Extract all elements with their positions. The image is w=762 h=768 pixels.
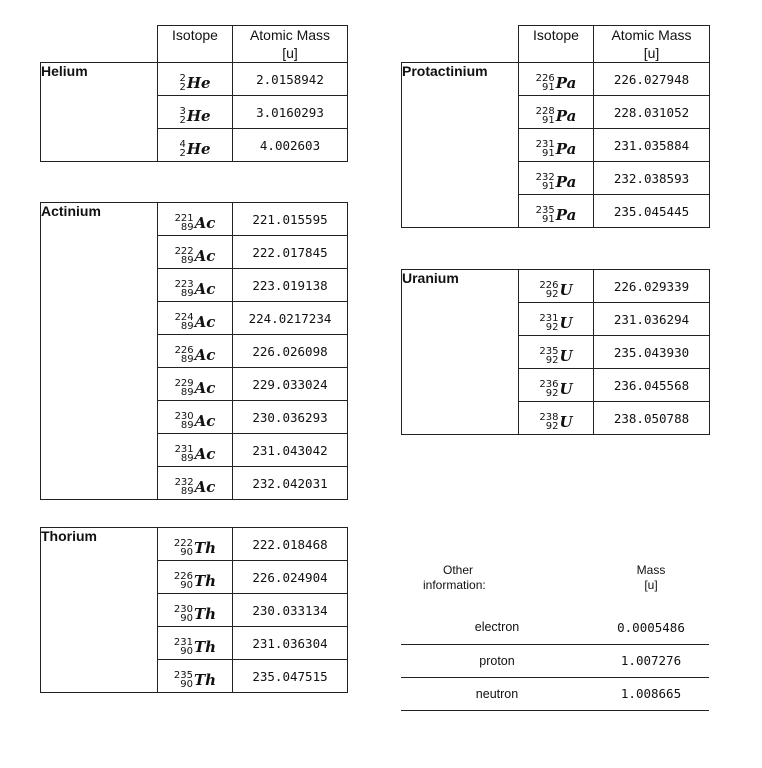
element-symbol: U [559, 412, 573, 431]
other-information-header: Other information: [423, 563, 486, 592]
other-header-row [401, 563, 709, 611]
element-symbol: Ac [194, 279, 216, 298]
atomic-mass-value: 229.033024 [233, 368, 348, 401]
atomic-number: 89 [180, 287, 194, 299]
isotope-symbol [158, 528, 233, 561]
particle-mass: 0.0005486 [593, 611, 709, 644]
atomic-mass-value: 222.018468 [233, 528, 348, 561]
atomic-number: 89 [180, 485, 194, 497]
atomic-mass-value: 238.050788 [594, 402, 710, 435]
element-symbol: Pa [555, 73, 577, 92]
mass-number: 224 [174, 311, 194, 323]
mass-number: 228 [535, 105, 555, 117]
nuclide-notation [179, 74, 210, 92]
isotope-symbol [158, 236, 233, 269]
uranium-table [401, 269, 710, 435]
atomic-number: 89 [180, 419, 194, 431]
nuclide-notation [174, 572, 216, 590]
other-information-table [401, 563, 709, 711]
element-symbol: He [186, 106, 211, 125]
nuclide-notation [179, 107, 210, 125]
nuclide-notation [536, 140, 577, 158]
isotope-symbol [158, 335, 233, 368]
particle-name: neutron [401, 677, 593, 710]
atomic-number: 92 [545, 288, 559, 300]
mass-number: 229 [174, 377, 194, 389]
atomic-number: 2 [179, 114, 186, 126]
element-symbol: He [186, 73, 211, 92]
atomic-mass-value: 226.029339 [594, 270, 710, 303]
other-information-block [401, 563, 709, 711]
mass-number: 3 [179, 105, 186, 117]
header-row [402, 26, 710, 63]
mass-number: 235 [173, 669, 193, 681]
atomic-number: 2 [179, 147, 186, 159]
isotope-symbol [158, 467, 233, 500]
nuclide-notation [174, 671, 216, 689]
atomic-mass-value: 224.0217234 [233, 302, 348, 335]
isotope-header: Isotope [519, 26, 594, 63]
atomic-number: 92 [545, 420, 559, 432]
element-symbol: Ac [194, 477, 216, 496]
atomic-mass-header: Atomic Mass [u] [594, 26, 710, 63]
mass-number: 231 [173, 636, 193, 648]
mass-number: 222 [173, 537, 193, 549]
nuclide-notation [539, 380, 572, 398]
isotope-row [402, 270, 710, 303]
isotope-symbol [519, 336, 594, 369]
atomic-number: 92 [545, 387, 559, 399]
isotope-symbol [158, 269, 233, 302]
isotope-symbol [519, 303, 594, 336]
atomic-mass-value: 235.045445 [594, 195, 710, 228]
other-row [401, 611, 709, 644]
thorium-table [40, 527, 348, 693]
mass-number: 235 [535, 204, 555, 216]
nuclide-notation [536, 74, 577, 92]
element-symbol: He [186, 139, 211, 158]
atomic-mass-value: 230.036293 [233, 401, 348, 434]
element-name: Uranium [402, 270, 519, 435]
nuclide-notation [539, 281, 572, 299]
mass-number: 226 [539, 279, 559, 291]
protactinium-block [401, 25, 710, 228]
nuclide-notation [179, 140, 210, 158]
nuclide-notation [174, 605, 216, 623]
actinium-table [40, 202, 348, 500]
nuclide-notation [539, 314, 572, 332]
nuclide-notation [536, 206, 577, 224]
atomic-number: 89 [180, 320, 194, 332]
element-symbol: U [559, 280, 573, 299]
isotope-symbol [158, 561, 233, 594]
particle-name: proton [401, 644, 593, 677]
atomic-mass-header: Atomic Mass [u] [233, 26, 348, 63]
nuclide-notation [175, 247, 216, 265]
element-symbol: Ac [194, 378, 216, 397]
header-row [41, 26, 348, 63]
nuclide-notation [175, 478, 216, 496]
particle-name: electron [401, 611, 593, 644]
other-row [401, 644, 709, 677]
element-symbol: Th [194, 571, 217, 590]
mass-number: 2 [179, 72, 186, 84]
atomic-number: 2 [179, 81, 186, 93]
atomic-number: 89 [180, 254, 194, 266]
atomic-mass-value: 230.033134 [233, 594, 348, 627]
protactinium-table [401, 25, 710, 228]
element-symbol: Pa [555, 205, 577, 224]
nuclide-notation [175, 412, 216, 430]
atomic-number: 89 [180, 221, 194, 233]
element-name: Helium [41, 63, 158, 162]
isotope-symbol [519, 402, 594, 435]
mass-number: 223 [174, 278, 194, 290]
isotope-row [41, 63, 348, 96]
element-symbol: U [559, 313, 573, 332]
atomic-mass-value: 232.038593 [594, 162, 710, 195]
mass-number: 226 [173, 570, 193, 582]
uranium-block [401, 269, 710, 435]
element-symbol: Th [194, 637, 217, 656]
element-symbol: Pa [555, 172, 577, 191]
atomic-number: 90 [180, 645, 193, 657]
atomic-number: 91 [542, 213, 555, 225]
atomic-number: 89 [180, 353, 194, 365]
nuclide-notation [175, 379, 216, 397]
isotope-row [41, 203, 348, 236]
helium-table [40, 25, 348, 162]
nuclide-notation [539, 413, 572, 431]
atomic-mass-value: 236.045568 [594, 369, 710, 402]
nuclide-notation [175, 214, 216, 232]
element-symbol: Ac [194, 345, 216, 364]
atomic-number: 90 [180, 546, 193, 558]
atomic-mass-value: 232.042031 [233, 467, 348, 500]
element-symbol: Ac [194, 213, 216, 232]
isotope-symbol [158, 96, 233, 129]
element-symbol: Th [194, 538, 217, 557]
atomic-number: 90 [180, 579, 193, 591]
atomic-mass-value: 228.031052 [594, 96, 710, 129]
atomic-mass-value: 231.036304 [233, 627, 348, 660]
element-name: Protactinium [402, 63, 519, 228]
atomic-mass-value: 222.017845 [233, 236, 348, 269]
element-symbol: Ac [194, 444, 216, 463]
element-symbol: Pa [555, 106, 577, 125]
element-symbol: Th [194, 604, 217, 623]
atomic-mass-value: 231.043042 [233, 434, 348, 467]
element-symbol: Pa [555, 139, 577, 158]
nuclide-notation [175, 313, 216, 331]
isotope-symbol [158, 401, 233, 434]
atomic-mass-value: 235.047515 [233, 660, 348, 693]
particle-mass: 1.007276 [593, 644, 709, 677]
nuclide-notation [175, 280, 216, 298]
atomic-number: 89 [180, 386, 194, 398]
nuclide-notation [174, 539, 216, 557]
atomic-mass-value: 3.0160293 [233, 96, 348, 129]
isotope-row [402, 63, 710, 96]
mass-number: 231 [535, 138, 555, 150]
mass-number: 235 [539, 345, 559, 357]
isotope-symbol [158, 203, 233, 236]
nuclide-notation [539, 347, 572, 365]
isotope-symbol [519, 63, 594, 96]
mass-number: 232 [174, 476, 194, 488]
atomic-mass-value: 231.035884 [594, 129, 710, 162]
mass-number: 222 [174, 245, 194, 257]
atomic-mass-value: 2.0158942 [233, 63, 348, 96]
mass-number: 236 [539, 378, 559, 390]
mass-number: 4 [179, 138, 186, 150]
mass-number: 230 [174, 410, 194, 422]
element-name: Thorium [41, 528, 158, 693]
mass-header: Mass [u] [636, 563, 666, 592]
atomic-number: 89 [180, 452, 194, 464]
mass-number: 230 [173, 603, 193, 615]
atomic-mass-value: 221.015595 [233, 203, 348, 236]
mass-number: 221 [174, 212, 194, 224]
mass-number: 226 [174, 344, 194, 356]
element-name: Actinium [41, 203, 158, 500]
nuclide-notation [174, 638, 216, 656]
isotope-header: Isotope [158, 26, 233, 63]
thorium-block [40, 527, 348, 693]
nuclide-notation [536, 173, 577, 191]
mass-number: 232 [535, 171, 555, 183]
nuclide-notation [175, 346, 216, 364]
actinium-block [40, 202, 348, 500]
element-symbol: U [559, 379, 573, 398]
isotope-symbol [519, 270, 594, 303]
isotope-row [41, 528, 348, 561]
atomic-mass-value: 223.019138 [233, 269, 348, 302]
atomic-number: 92 [545, 354, 559, 366]
atomic-number: 90 [180, 612, 193, 624]
atomic-number: 90 [180, 678, 193, 690]
isotope-symbol [519, 96, 594, 129]
isotope-symbol [158, 594, 233, 627]
isotope-symbol [158, 434, 233, 467]
atomic-mass-value: 226.026098 [233, 335, 348, 368]
isotope-symbol [158, 302, 233, 335]
mass-number: 231 [174, 443, 194, 455]
element-symbol: Ac [194, 411, 216, 430]
particle-mass: 1.008665 [593, 677, 709, 710]
atomic-number: 91 [542, 114, 555, 126]
atomic-number: 92 [545, 321, 559, 333]
isotope-symbol [158, 129, 233, 162]
isotope-symbol [519, 129, 594, 162]
atomic-mass-value: 235.043930 [594, 336, 710, 369]
element-symbol: Ac [194, 312, 216, 331]
isotope-symbol [158, 660, 233, 693]
atomic-number: 91 [542, 147, 555, 159]
other-row [401, 677, 709, 710]
mass-number: 238 [539, 411, 559, 423]
isotope-symbol [519, 369, 594, 402]
atomic-mass-value: 4.002603 [233, 129, 348, 162]
isotope-symbol [158, 63, 233, 96]
isotope-symbol [158, 627, 233, 660]
element-symbol: U [559, 346, 573, 365]
helium-block [40, 25, 348, 162]
mass-number: 231 [539, 312, 559, 324]
nuclide-notation [175, 445, 216, 463]
nuclide-notation [536, 107, 577, 125]
isotope-symbol [519, 162, 594, 195]
atomic-number: 91 [542, 180, 555, 192]
mass-number: 226 [535, 72, 555, 84]
atomic-mass-value: 226.027948 [594, 63, 710, 96]
atomic-mass-value: 226.024904 [233, 561, 348, 594]
element-symbol: Th [194, 670, 217, 689]
isotope-symbol [158, 368, 233, 401]
element-symbol: Ac [194, 246, 216, 265]
atomic-number: 91 [542, 81, 555, 93]
atomic-mass-value: 231.036294 [594, 303, 710, 336]
isotope-symbol [519, 195, 594, 228]
